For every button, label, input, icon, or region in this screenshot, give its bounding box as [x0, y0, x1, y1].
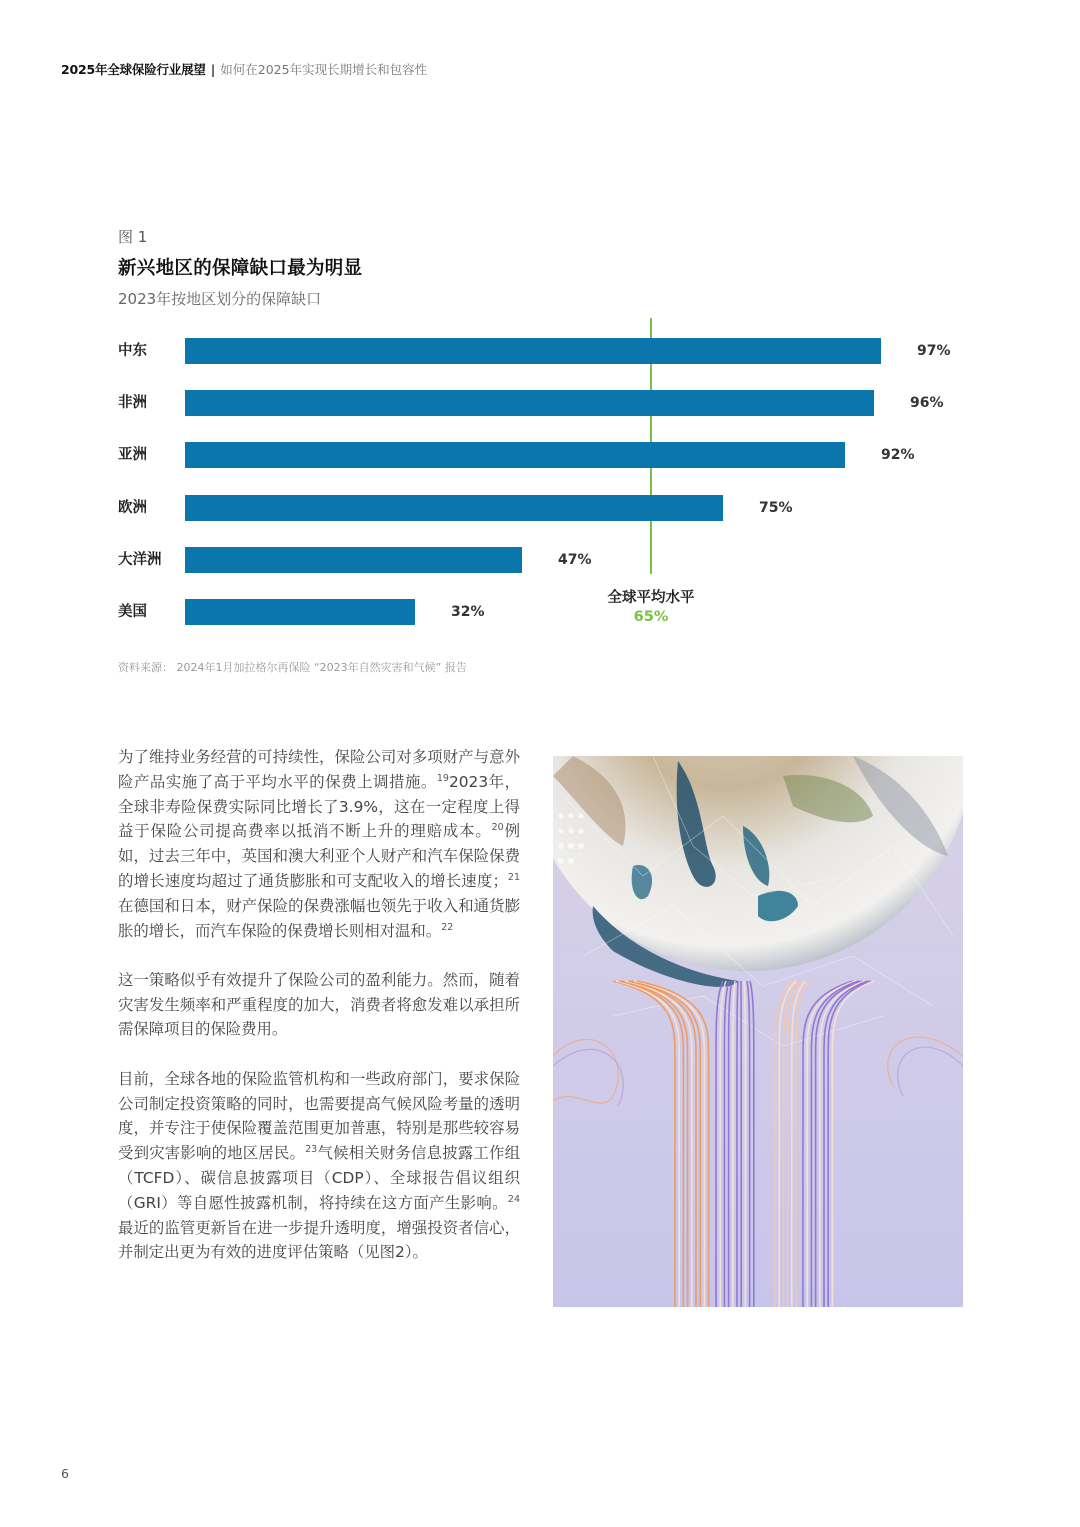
paragraph-text: 2023年，全球非寿险保费实际同比增长了3.9%，这在一定程度上得益于保险公司提高费率以抵消不断上升的理赔成本。 — [118, 772, 520, 841]
bar — [185, 547, 522, 573]
paragraph-text: 在德国和日本，财产保险的保费涨幅也领先于收入和通货膨胀的增长，而汽车保险的保费增长则相对温和。 — [118, 896, 520, 940]
figure-title: 新兴地区的保障缺口最为明显 — [118, 258, 363, 279]
value-label: 92% — [881, 447, 915, 463]
bar — [185, 599, 415, 625]
paragraph-text: 例如，过去三年中，英国和澳大利亚个人财产和汽车保险保费的增长速度均超过了通货膨胀和可支配收入的增长速度； — [118, 822, 520, 890]
value-label: 75% — [759, 500, 793, 516]
bar — [185, 390, 874, 416]
value-label: 47% — [558, 552, 592, 568]
category-label: 美国 — [118, 604, 147, 620]
paragraph-text: 为了维持业务经营的可持续性，保险公司对多项财产与意外险产品实施了高于平均水平的保费上调措施。 — [118, 748, 520, 791]
globe-illustration — [553, 756, 963, 1307]
category-label: 欧洲 — [118, 500, 147, 516]
paragraph-text: 气候相关财务信息披露工作组（TCFD）、碳信息披露项目（CDP）、全球报告倡议组织（GRI）等自愿性披露机制，将持续在这方面产生影响。 — [118, 1144, 520, 1212]
bar — [185, 442, 845, 468]
bar — [185, 495, 723, 521]
protection-gap-bar-chart — [0, 0, 1080, 700]
footnote-reference[interactable]: 21 — [507, 871, 520, 883]
paragraph-text: 最近的监管更新旨在进一步提升透明度，增强投资者信心，并制定出更为有效的进度评估策略（见图2）。 — [118, 1218, 520, 1262]
report-subtitle: 如何在2025年实现长期增长和包容性 — [220, 62, 428, 77]
value-label: 96% — [910, 395, 944, 411]
paragraph-text: 这一策略似乎有效提升了保险公司的盈利能力。然而，随着灾害发生频率和严重程度的加大，消费者将愈发难以承担所需保障项目的保险费用。 — [118, 970, 520, 1039]
global-average-value: 65% — [633, 609, 669, 625]
header-separator: | — [210, 61, 216, 77]
figure-source: 资料来源： 2024年1月加拉格尔再保险 “2023年自然灾害和气候” 报告 — [118, 661, 467, 674]
footnote-reference[interactable]: 23 — [305, 1144, 318, 1156]
category-label: 非洲 — [118, 395, 147, 411]
page-number: 6 — [61, 1466, 69, 1481]
category-label: 亚洲 — [118, 447, 147, 463]
paragraph-text: 目前，全球各地的保险监管机构和一些政府部门，要求保险公司制定投资策略的同时，也需要提高气候风险考量的透明度，并专注于使保险覆盖范围更加普惠，特别是那些较容易受到灾害影响的地区居民。 — [118, 1069, 520, 1163]
footnote-reference[interactable]: 22 — [441, 921, 454, 933]
value-label: 97% — [917, 343, 951, 359]
category-label: 中东 — [118, 343, 147, 359]
running-header — [61, 60, 427, 78]
figure-label: 图 1 — [118, 228, 148, 246]
bar — [185, 338, 881, 364]
category-label: 大洋洲 — [118, 552, 162, 568]
footnote-reference[interactable]: 19 — [436, 772, 449, 784]
report-title: 2025年全球保险行业展望 — [61, 62, 206, 77]
global-average-label: 全球平均水平 — [607, 590, 695, 606]
body-paragraph — [118, 968, 520, 1042]
body-paragraph — [118, 745, 520, 943]
body-paragraph — [118, 1067, 520, 1265]
footnote-reference[interactable]: 24 — [507, 1193, 520, 1205]
value-label: 32% — [451, 604, 485, 620]
footnote-reference[interactable]: 20 — [491, 822, 504, 834]
article-body — [118, 745, 520, 1290]
figure-subtitle: 2023年按地区划分的保障缺口 — [118, 290, 322, 308]
globe-image — [553, 756, 963, 1307]
